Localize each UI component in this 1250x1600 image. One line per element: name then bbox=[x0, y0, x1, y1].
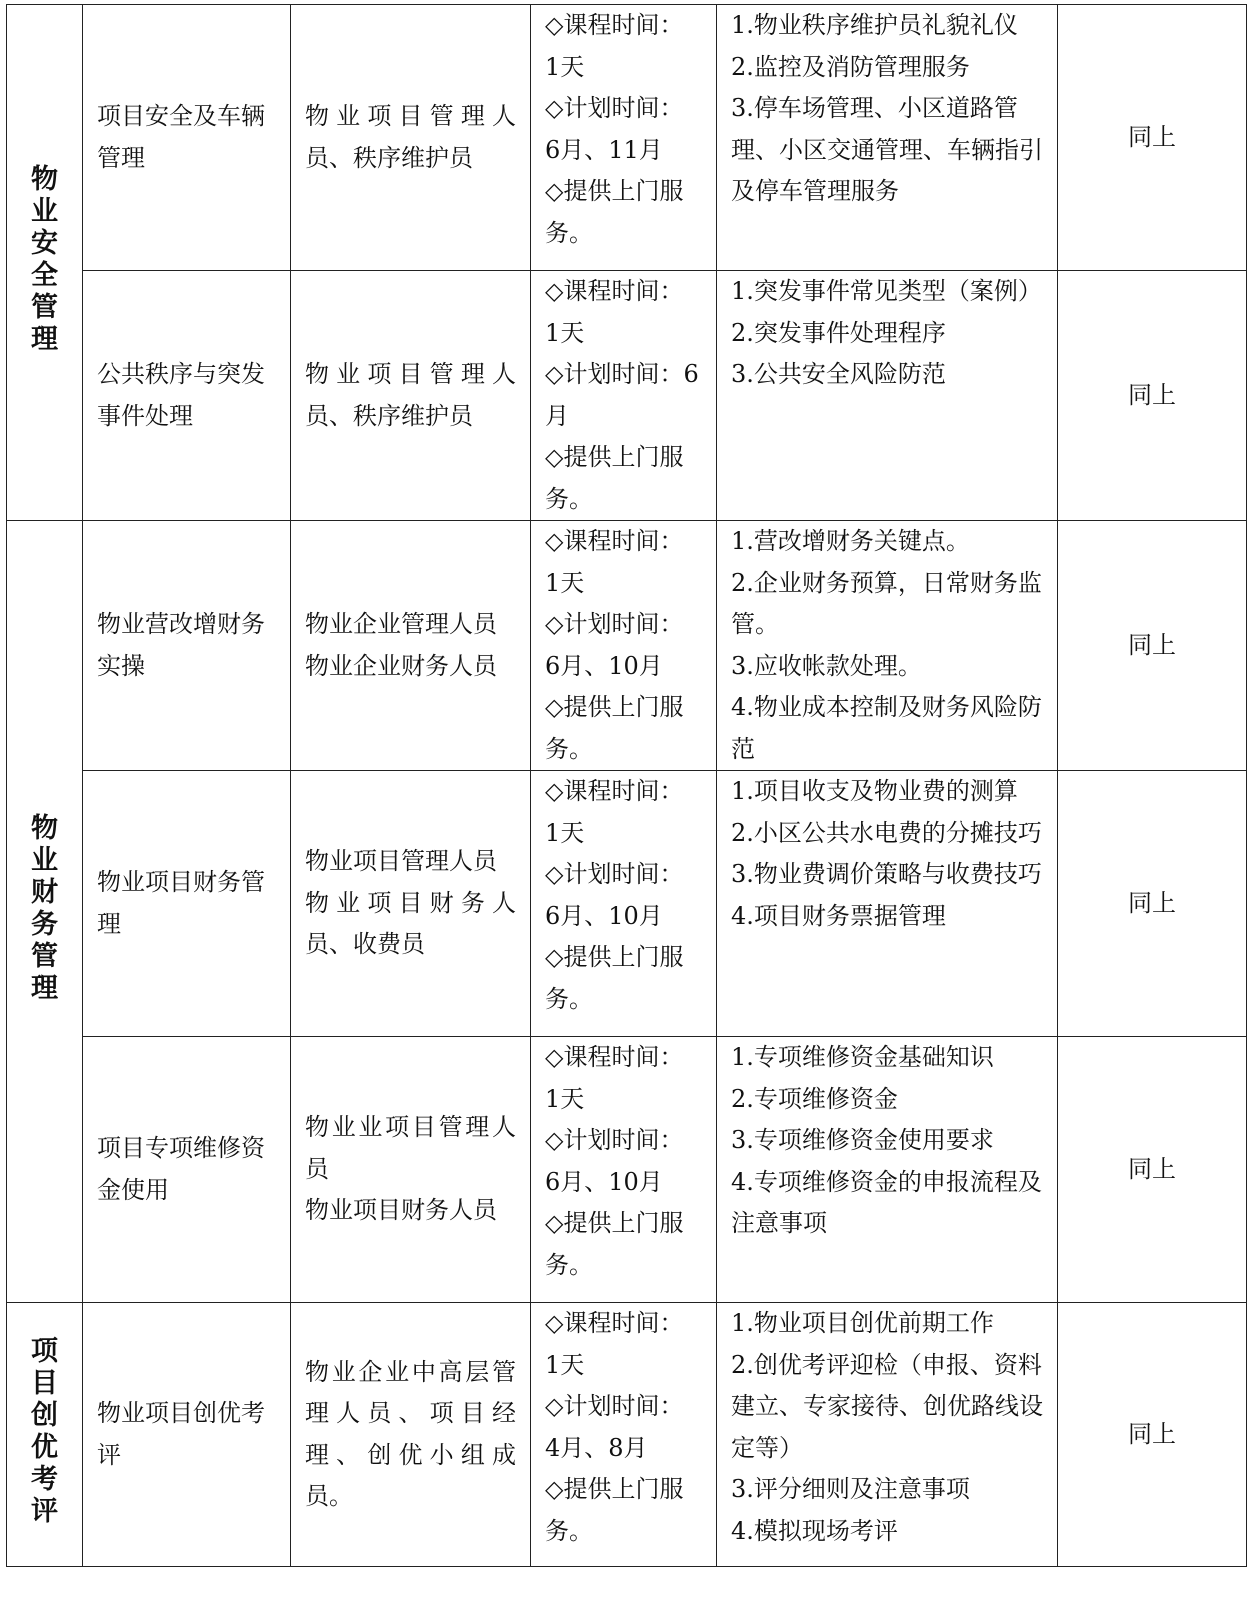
schedule-info: ◇课程时间： 1天 ◇计划时间： 6月、10月 ◇提供上门服 务。 bbox=[531, 521, 717, 771]
category-cell: 物业财务管理 bbox=[7, 521, 83, 1303]
target-audience: 物业项目管理人员、秩序维护员 bbox=[291, 5, 531, 271]
course-name: 项目安全及车辆管理 bbox=[83, 5, 291, 271]
target-audience: 物业企业中高层管理人员、项目经理、创优小组成员。 bbox=[291, 1303, 531, 1567]
table-row bbox=[7, 5, 1247, 271]
course-content: 1.物业秩序维护员礼貌礼仪 2.监控及消防管理服务 3.停车场管理、小区道路管理、小区交通管理、车辆指引及停车管理服务 bbox=[717, 5, 1058, 271]
course-content: 1.专项维修资金基础知识 2.专项维修资金 3.专项维修资金使用要求 4.专项维修资金的申报流程及注意事项 bbox=[717, 1037, 1058, 1303]
schedule-info: ◇课程时间： 1天 ◇计划时间：6月 ◇提供上门服 务。 bbox=[531, 271, 717, 521]
table-row bbox=[7, 1037, 1247, 1303]
schedule-info: ◇课程时间： 1天 ◇计划时间： 6月、10月 ◇提供上门服 务。 bbox=[531, 771, 717, 1037]
remark: 同上 bbox=[1058, 771, 1247, 1037]
schedule-info: ◇课程时间： 1天 ◇计划时间： 4月、8月 ◇提供上门服 务。 bbox=[531, 1303, 717, 1567]
target-audience: 物业项目管理人员 物业项目财务人员、收费员 bbox=[291, 771, 531, 1037]
remark: 同上 bbox=[1058, 5, 1247, 271]
course-name: 物业营改增财务实操 bbox=[83, 521, 291, 771]
course-name: 项目专项维修资金使用 bbox=[83, 1037, 291, 1303]
remark: 同上 bbox=[1058, 1303, 1247, 1567]
table-row bbox=[7, 271, 1247, 521]
course-content: 1.项目收支及物业费的测算 2.小区公共水电费的分摊技巧 3.物业费调价策略与收费技巧 4.项目财务票据管理 bbox=[717, 771, 1058, 1037]
target-audience: 物业项目管理人员、秩序维护员 bbox=[291, 271, 531, 521]
target-audience: 物业企业管理人员 物业企业财务人员 bbox=[291, 521, 531, 771]
course-name: 公共秩序与突发事件处理 bbox=[83, 271, 291, 521]
remark: 同上 bbox=[1058, 271, 1247, 521]
course-name: 物业项目创优考评 bbox=[83, 1303, 291, 1567]
table-row bbox=[7, 1303, 1247, 1567]
course-content: 1.营改增财务关键点。 2.企业财务预算，日常财务监管。 3.应收帐款处理。 4.物业成本控制及财务风险防范 bbox=[717, 521, 1058, 771]
category-cell: 物业安全管理 bbox=[7, 5, 83, 521]
target-audience: 物业业项目管理人员 物业项目财务人员 bbox=[291, 1037, 531, 1303]
course-name: 物业项目财务管理 bbox=[83, 771, 291, 1037]
table-row bbox=[7, 521, 1247, 771]
course-content: 1.物业项目创优前期工作 2.创优考评迎检（申报、资料建立、专家接待、创优路线设定等） 3.评分细则及注意事项 4.模拟现场考评 bbox=[717, 1303, 1058, 1567]
training-table bbox=[6, 4, 1247, 1567]
schedule-info: ◇课程时间： 1天 ◇计划时间： 6月、11月 ◇提供上门服 务。 bbox=[531, 5, 717, 271]
table-row bbox=[7, 771, 1247, 1037]
category-cell: 项目创优考评 bbox=[7, 1303, 83, 1567]
course-content: 1.突发事件常见类型（案例） 2.突发事件处理程序 3.公共安全风险防范 bbox=[717, 271, 1058, 521]
remark: 同上 bbox=[1058, 521, 1247, 771]
schedule-info: ◇课程时间： 1天 ◇计划时间： 6月、10月 ◇提供上门服 务。 bbox=[531, 1037, 717, 1303]
remark: 同上 bbox=[1058, 1037, 1247, 1303]
